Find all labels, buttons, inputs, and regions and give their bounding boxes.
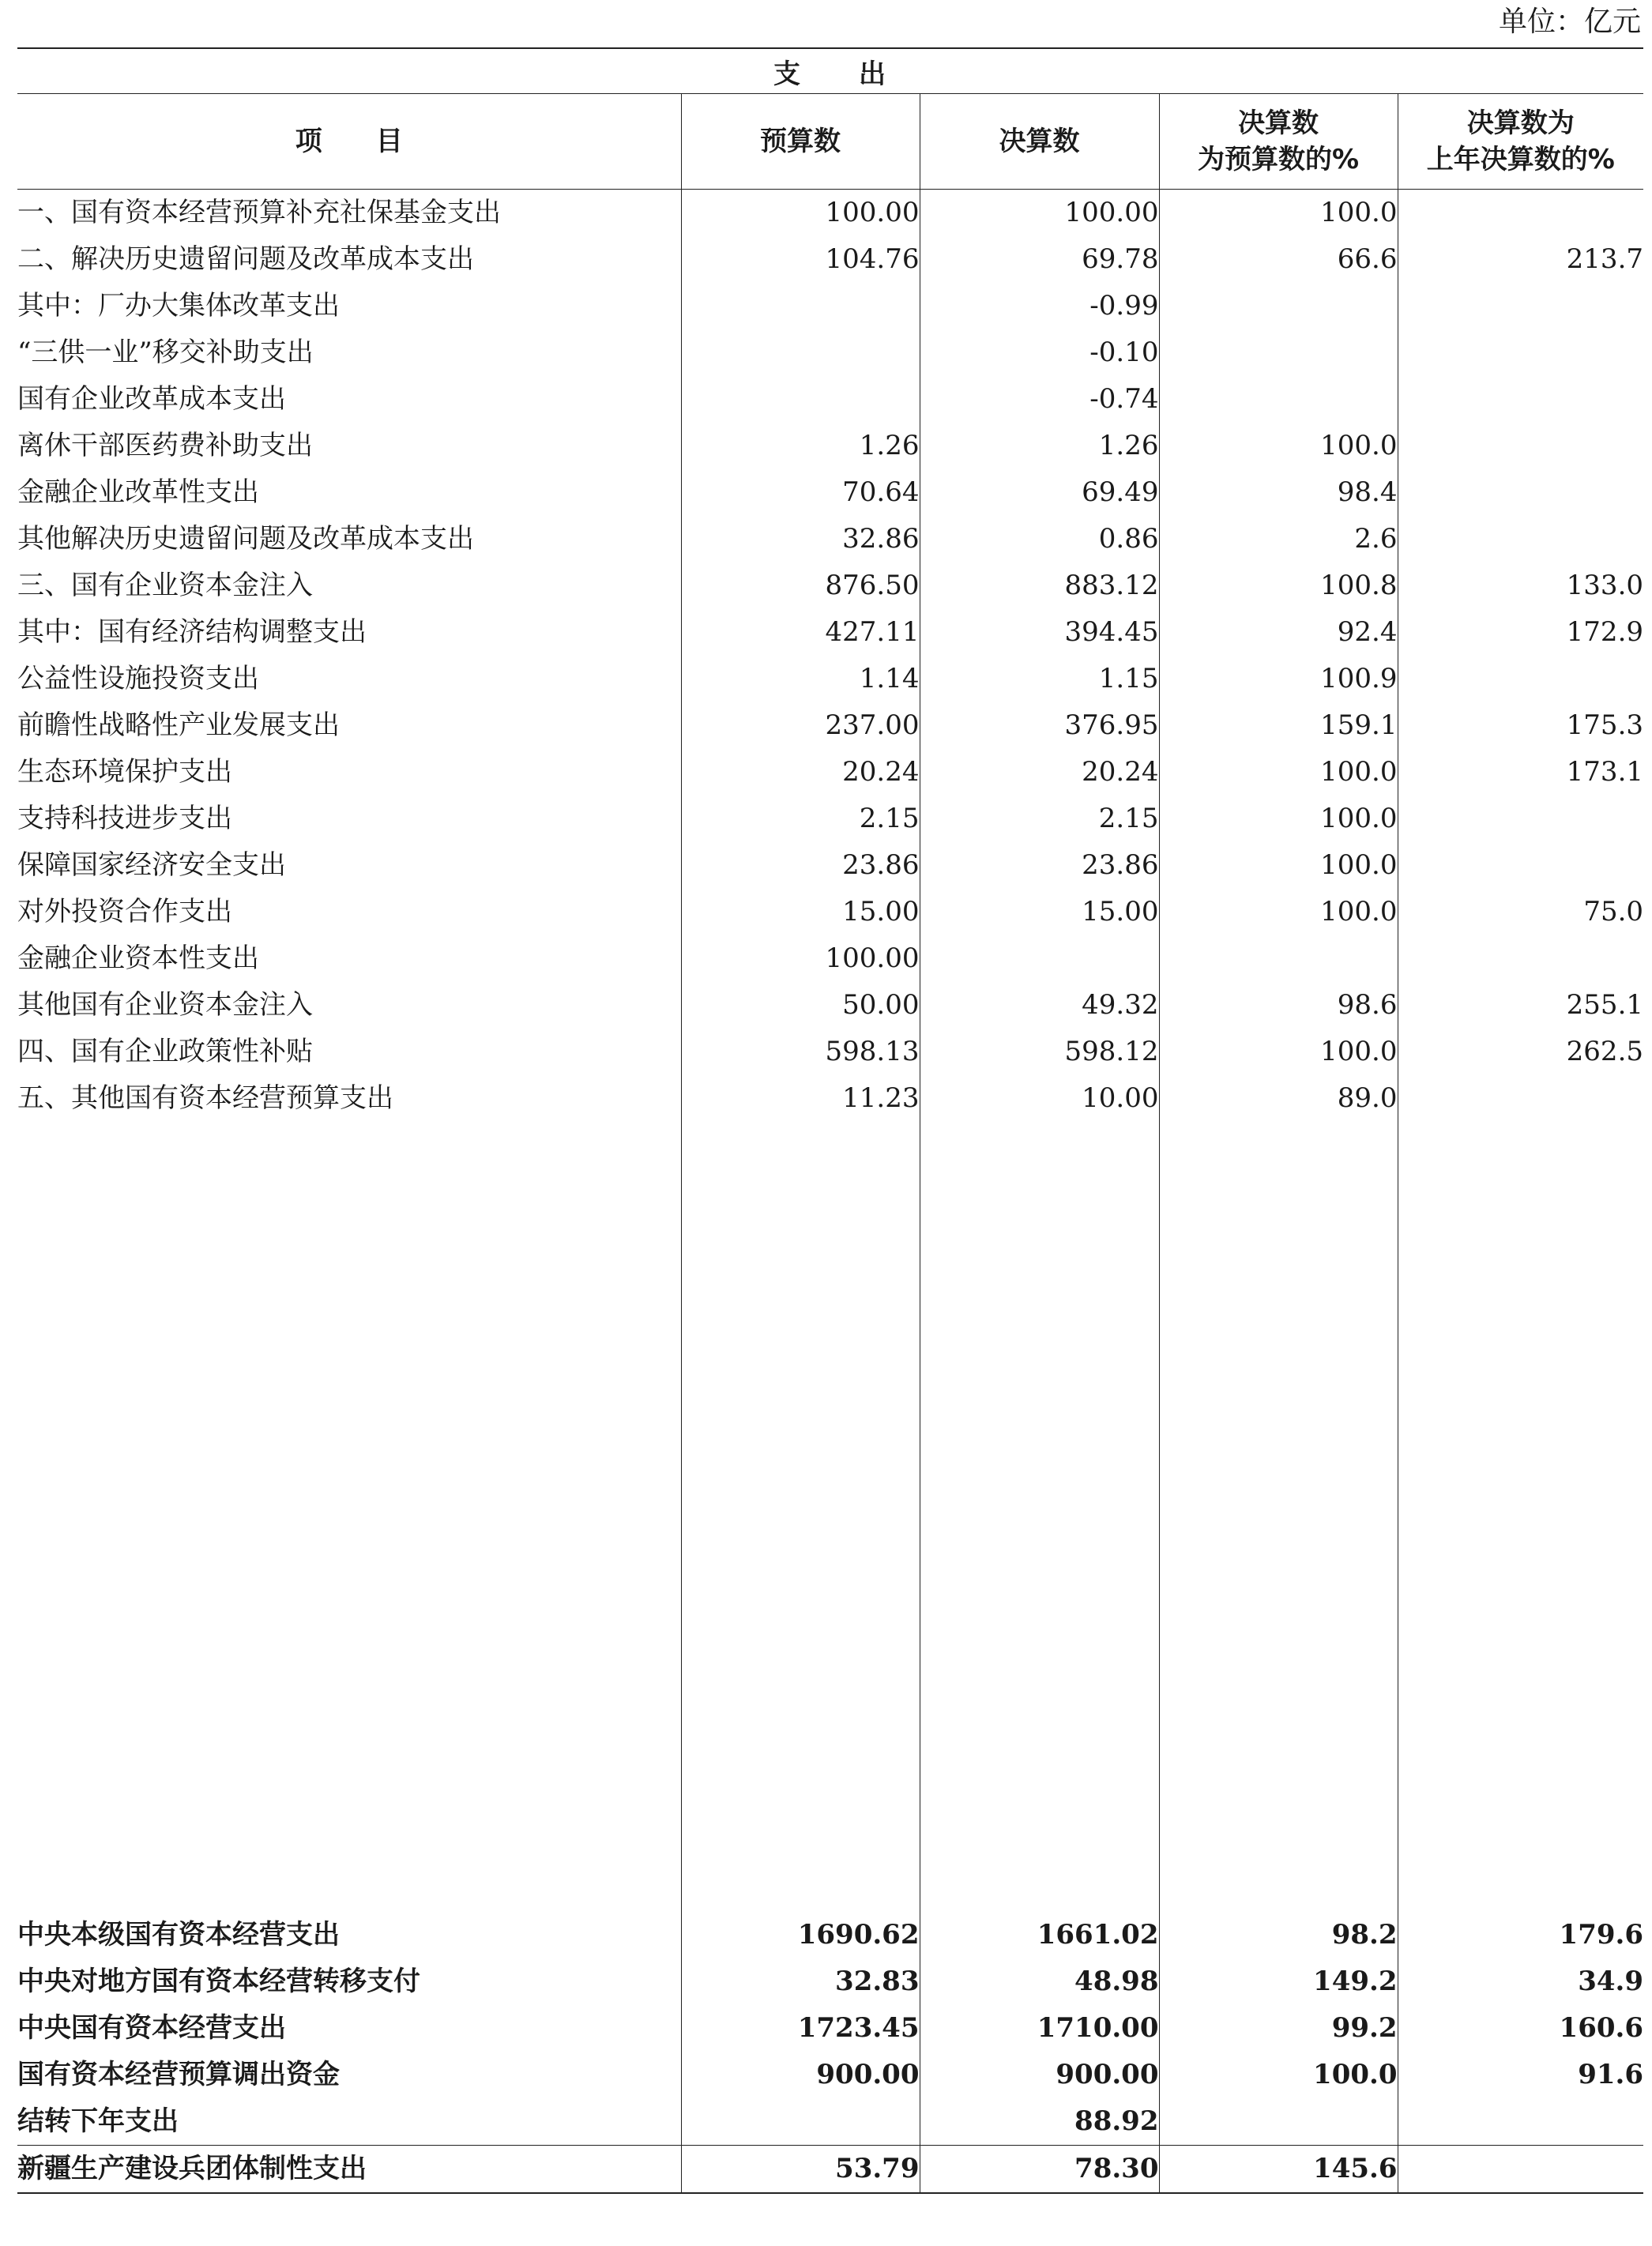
total-label: 国有资本经营预算调出资金: [17, 2059, 340, 2090]
row-label: 生态环境保护支出: [17, 756, 232, 788]
total-pct-budget: [1159, 2098, 1398, 2146]
table-row: [17, 889, 1643, 935]
blank-spacer-row: [17, 1122, 1643, 1912]
row-label: 三、国有企业资本金注入: [17, 570, 313, 601]
total-label: 中央国有资本经营支出: [17, 2012, 286, 2044]
total-pct-last: 179.6: [1398, 1912, 1643, 1958]
total-final: 1661.02: [920, 1912, 1159, 1958]
total-pct-last: 34.9: [1398, 1958, 1643, 2005]
total-final: 1710.00: [920, 2005, 1159, 2052]
total-row: [17, 1912, 1643, 1958]
row-final: 2.15: [920, 796, 1159, 842]
row-pct-budget: 100.0: [1159, 749, 1398, 796]
section-title: 支 出: [17, 48, 1643, 94]
total-budget: 1723.45: [681, 2005, 920, 2052]
row-budget: 598.13: [681, 1029, 920, 1075]
total-final: 78.30: [920, 2146, 1159, 2194]
row-pct-last: [1398, 423, 1643, 469]
row-label: 五、其他国有资本经营预算支出: [17, 1082, 393, 1114]
row-final: 394.45: [920, 609, 1159, 656]
row-label: 其他解决历史遗留问题及改革成本支出: [17, 523, 474, 555]
row-label: 支持科技进步支出: [17, 803, 232, 834]
row-final: 376.95: [920, 702, 1159, 749]
row-pct-last: 175.3: [1398, 702, 1643, 749]
row-pct-last: 75.0: [1398, 889, 1643, 935]
row-final: 15.00: [920, 889, 1159, 935]
total-budget: 32.83: [681, 1958, 920, 2005]
total-label: 结转下年支出: [17, 2105, 179, 2137]
table-row: [17, 423, 1643, 469]
table-row: [17, 516, 1643, 562]
unit-label: 单位：亿元: [1498, 6, 1641, 38]
row-label: 金融企业资本性支出: [17, 942, 259, 974]
table-row: [17, 283, 1643, 329]
row-label: 四、国有企业政策性补贴: [17, 1036, 313, 1067]
header-pct-budget: [1159, 94, 1398, 190]
row-pct-last: [1398, 796, 1643, 842]
total-budget: 1690.62: [681, 1912, 920, 1958]
table-row: [17, 1029, 1643, 1075]
total-pct-last: [1398, 2146, 1643, 2194]
row-pct-budget: 100.0: [1159, 889, 1398, 935]
row-budget: 104.76: [681, 236, 920, 283]
total-pct-budget: 145.6: [1159, 2146, 1398, 2194]
header-final: 决算数: [920, 94, 1159, 190]
row-pct-last: [1398, 516, 1643, 562]
row-pct-last: [1398, 283, 1643, 329]
table-row: [17, 236, 1643, 283]
row-budget: 50.00: [681, 982, 920, 1029]
row-pct-budget: 100.8: [1159, 562, 1398, 609]
spacer-cell: [681, 1122, 920, 1912]
row-budget: 100.00: [681, 190, 920, 237]
table-row: [17, 1075, 1643, 1122]
row-label: 对外投资合作支出: [17, 896, 232, 927]
expenditure-table: [17, 47, 1643, 2194]
row-label: 金融企业改革性支出: [17, 476, 259, 508]
total-row: [17, 2098, 1643, 2146]
row-pct-budget: [1159, 329, 1398, 376]
total-budget: 900.00: [681, 2052, 920, 2098]
total-pct-budget: 100.0: [1159, 2052, 1398, 2098]
row-budget: 20.24: [681, 749, 920, 796]
row-final: 49.32: [920, 982, 1159, 1029]
row-budget: 70.64: [681, 469, 920, 516]
row-final: 10.00: [920, 1075, 1159, 1122]
row-final: -0.99: [920, 283, 1159, 329]
total-label: 中央对地方国有资本经营转移支付: [17, 1966, 420, 1997]
row-pct-budget: 98.4: [1159, 469, 1398, 516]
row-budget: 23.86: [681, 842, 920, 889]
row-pct-last: [1398, 329, 1643, 376]
row-pct-last: [1398, 842, 1643, 889]
row-label: 前瞻性战略性产业发展支出: [17, 709, 340, 741]
total-pct-last: 160.6: [1398, 2005, 1643, 2052]
row-label: “三供一业”移交补助支出: [17, 337, 314, 368]
row-budget: 32.86: [681, 516, 920, 562]
row-final: 100.00: [920, 190, 1159, 237]
total-row: [17, 2052, 1643, 2098]
table-row: [17, 469, 1643, 516]
row-label: 其中：国有经济结构调整支出: [17, 616, 367, 648]
total-budget: 53.79: [681, 2146, 920, 2194]
total-budget: [681, 2098, 920, 2146]
table-row: [17, 190, 1643, 237]
row-final: 883.12: [920, 562, 1159, 609]
total-row: [17, 2146, 1643, 2194]
row-pct-last: [1398, 190, 1643, 237]
row-label: 其中：厂办大集体改革支出: [17, 290, 340, 322]
row-budget: 100.00: [681, 935, 920, 982]
row-label: 公益性设施投资支出: [17, 663, 259, 694]
row-pct-budget: 92.4: [1159, 609, 1398, 656]
row-pct-budget: 89.0: [1159, 1075, 1398, 1122]
column-header-row: [17, 94, 1643, 190]
row-pct-budget: 98.6: [1159, 982, 1398, 1029]
total-final: 48.98: [920, 1958, 1159, 2005]
row-pct-budget: 100.0: [1159, 1029, 1398, 1075]
total-row: [17, 1958, 1643, 2005]
row-budget: [681, 329, 920, 376]
table-row: [17, 656, 1643, 702]
header-pct-last-line1: 决算数为: [1466, 107, 1575, 139]
row-label: 保障国家经济安全支出: [17, 849, 286, 881]
table-row: [17, 562, 1643, 609]
row-budget: 11.23: [681, 1075, 920, 1122]
table-row: [17, 982, 1643, 1029]
row-budget: 15.00: [681, 889, 920, 935]
total-label: 新疆生产建设兵团体制性支出: [17, 2146, 681, 2194]
row-label: 一、国有资本经营预算补充社保基金支出: [17, 197, 501, 228]
row-final: 20.24: [920, 749, 1159, 796]
row-final: 69.49: [920, 469, 1159, 516]
row-final: -0.74: [920, 376, 1159, 423]
row-budget: [681, 283, 920, 329]
row-pct-budget: 100.0: [1159, 842, 1398, 889]
total-pct-last: [1398, 2098, 1643, 2146]
row-budget: 427.11: [681, 609, 920, 656]
row-budget: 876.50: [681, 562, 920, 609]
spacer-cell: [17, 1122, 681, 1912]
row-pct-budget: 2.6: [1159, 516, 1398, 562]
header-pct-last: [1398, 94, 1643, 190]
row-final: 1.26: [920, 423, 1159, 469]
total-pct-last: 91.6: [1398, 2052, 1643, 2098]
row-pct-budget: 100.0: [1159, 423, 1398, 469]
row-budget: [681, 376, 920, 423]
row-pct-last: 133.0: [1398, 562, 1643, 609]
header-pct-budget-line1: 决算数: [1238, 107, 1319, 139]
row-pct-last: 255.1: [1398, 982, 1643, 1029]
table-row: [17, 609, 1643, 656]
row-final: 0.86: [920, 516, 1159, 562]
row-pct-budget: [1159, 935, 1398, 982]
row-budget: 237.00: [681, 702, 920, 749]
spacer-cell: [1398, 1122, 1643, 1912]
row-pct-budget: 100.9: [1159, 656, 1398, 702]
table-row: [17, 749, 1643, 796]
header-item: 项 目: [17, 94, 681, 190]
row-final: 23.86: [920, 842, 1159, 889]
row-pct-last: [1398, 1075, 1643, 1122]
spacer-cell: [920, 1122, 1159, 1912]
total-pct-budget: 98.2: [1159, 1912, 1398, 1958]
row-pct-last: [1398, 469, 1643, 516]
row-final: -0.10: [920, 329, 1159, 376]
total-final: 900.00: [920, 2052, 1159, 2098]
table-row: [17, 796, 1643, 842]
row-pct-budget: 66.6: [1159, 236, 1398, 283]
row-pct-last: 262.5: [1398, 1029, 1643, 1075]
row-final: 598.12: [920, 1029, 1159, 1075]
row-budget: 2.15: [681, 796, 920, 842]
header-pct-budget-line2: 为预算数的%: [1197, 144, 1360, 175]
row-budget: 1.14: [681, 656, 920, 702]
table-row: [17, 329, 1643, 376]
total-pct-budget: 99.2: [1159, 2005, 1398, 2052]
row-pct-budget: [1159, 376, 1398, 423]
row-budget: 1.26: [681, 423, 920, 469]
row-pct-last: [1398, 935, 1643, 982]
row-final: [920, 935, 1159, 982]
row-pct-budget: [1159, 283, 1398, 329]
row-pct-last: 173.1: [1398, 749, 1643, 796]
row-pct-budget: 100.0: [1159, 190, 1398, 237]
row-pct-last: 172.9: [1398, 609, 1643, 656]
row-final: 69.78: [920, 236, 1159, 283]
row-pct-last: [1398, 656, 1643, 702]
spacer-cell: [1159, 1122, 1398, 1912]
row-label: 离休干部医药费补助支出: [17, 430, 313, 461]
total-final: 88.92: [920, 2098, 1159, 2146]
table-row: [17, 702, 1643, 749]
total-label: 中央本级国有资本经营支出: [17, 1919, 340, 1951]
row-pct-last: 213.7: [1398, 236, 1643, 283]
row-pct-last: [1398, 376, 1643, 423]
total-pct-budget: 149.2: [1159, 1958, 1398, 2005]
table-row: [17, 935, 1643, 982]
header-pct-last-line2: 上年决算数的%: [1426, 144, 1615, 175]
section-title-row: [17, 48, 1643, 94]
row-pct-budget: 159.1: [1159, 702, 1398, 749]
table-row: [17, 842, 1643, 889]
row-label: 国有企业改革成本支出: [17, 383, 286, 415]
total-row: [17, 2005, 1643, 2052]
row-label: 二、解决历史遗留问题及改革成本支出: [17, 243, 474, 275]
header-budget: 预算数: [681, 94, 920, 190]
table-row: [17, 376, 1643, 423]
row-final: 1.15: [920, 656, 1159, 702]
row-pct-budget: 100.0: [1159, 796, 1398, 842]
row-label: 其他国有企业资本金注入: [17, 989, 313, 1021]
